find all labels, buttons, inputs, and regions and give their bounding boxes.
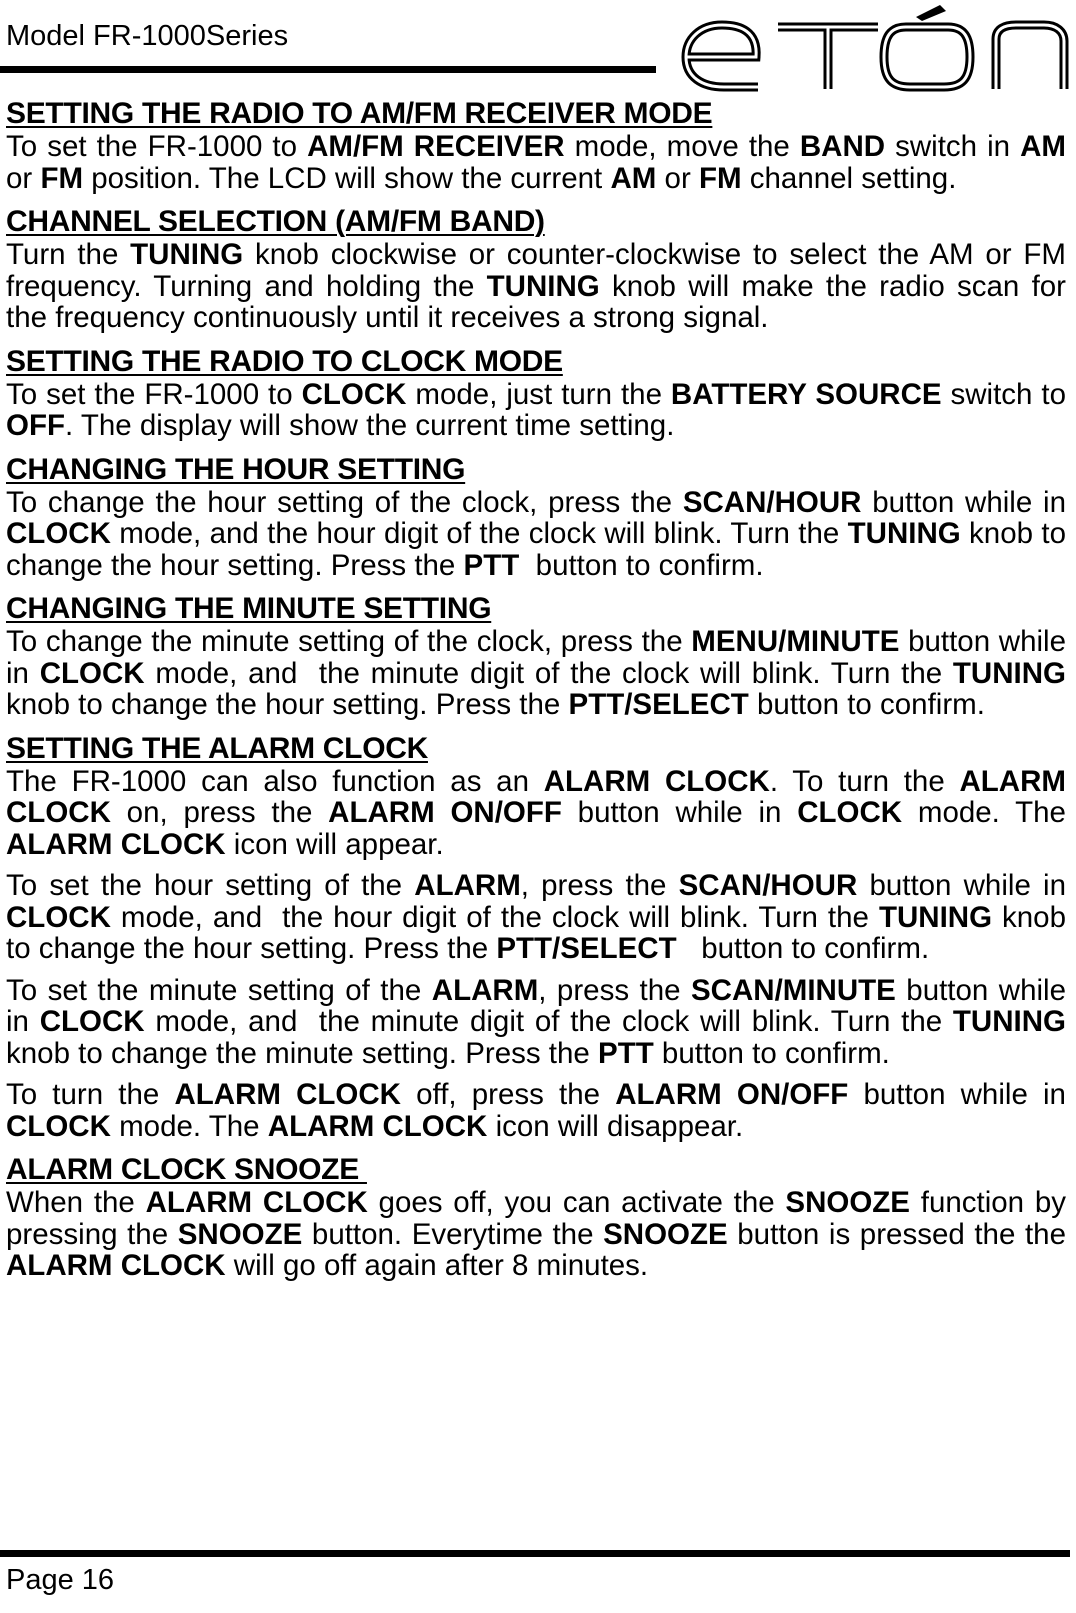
text-run: or bbox=[6, 130, 1075, 195]
text-run: button to confirm. bbox=[748, 688, 985, 721]
text-run: position. The LCD will show the current bbox=[83, 161, 611, 195]
text-run: icon will appear. bbox=[225, 827, 444, 861]
text-run: To set the hour setting of the bbox=[6, 869, 415, 902]
bold-term: AM/FM RECEIVER bbox=[307, 130, 565, 163]
text-run: will go off again after 8 minutes. bbox=[225, 1249, 649, 1282]
bold-term: SCAN/MINUTE bbox=[690, 973, 896, 1007]
text-run: When the bbox=[6, 1186, 146, 1219]
bold-term: ALARM CLOCK bbox=[6, 764, 1075, 829]
bold-term: CLOCK bbox=[39, 656, 145, 690]
text-run: button is pressed the the bbox=[727, 1217, 1075, 1251]
model-label: Model FR-1000Series bbox=[6, 20, 289, 52]
bold-term: ALARM CLOCK bbox=[543, 764, 770, 798]
bold-term: ALARM CLOCK bbox=[6, 827, 226, 861]
text-run: switch in bbox=[885, 130, 1021, 163]
text-run: button while in bbox=[857, 869, 1075, 902]
text-run: button to confirm. bbox=[519, 548, 764, 582]
bold-term: CLOCK bbox=[6, 900, 111, 934]
text-run: knob to change the minute setting. Press the bbox=[6, 1005, 1075, 1070]
bold-term: FM bbox=[40, 161, 84, 195]
text-run: To change the hour setting of the clock, press the bbox=[6, 485, 683, 519]
bold-term: SNOOZE bbox=[785, 1186, 910, 1219]
bold-term: SNOOZE bbox=[603, 1217, 728, 1251]
section-paragraph bbox=[6, 1078, 1075, 1143]
bold-term: ALARM CLOCK bbox=[267, 1109, 488, 1143]
text-run: To set the FR-1000 to bbox=[6, 377, 302, 411]
bold-term: ALARM ON/OFF bbox=[615, 1078, 849, 1111]
text-run: Turn the bbox=[6, 238, 131, 271]
text-run: To change the minute setting of the clock, press the bbox=[6, 625, 692, 658]
text-run: To set the FR-1000 to bbox=[6, 130, 308, 163]
text-run: To turn the bbox=[6, 1078, 175, 1111]
page-number: Page 16 bbox=[6, 1564, 115, 1596]
bold-term: CLOCK bbox=[797, 796, 903, 829]
text-run: , press the bbox=[520, 869, 679, 902]
bold-term: TUNING bbox=[952, 656, 1066, 690]
text-run: knob to change the hour setting. Press the bbox=[6, 900, 1075, 965]
text-run: mode. The bbox=[902, 796, 1075, 829]
text-run: button to confirm. bbox=[653, 1036, 890, 1070]
bold-term: TUNING bbox=[486, 269, 600, 303]
bold-term: TUNING bbox=[878, 900, 993, 934]
section-heading: CHANNEL SELECTION (AM/FM BAND) bbox=[6, 205, 545, 238]
section-heading: SETTING THE RADIO TO CLOCK MODE bbox=[6, 344, 563, 378]
bold-term: ALARM bbox=[431, 973, 539, 1007]
text-run: knob will make the radio scan for the frequency continuously until it receives a strong signal. bbox=[6, 269, 1075, 334]
section-heading: CHANGING THE HOUR SETTING bbox=[6, 452, 466, 486]
bold-term: ALARM CLOCK bbox=[6, 1249, 226, 1282]
eton-logo bbox=[678, 3, 1070, 93]
text-run: mode, just turn the bbox=[406, 377, 671, 411]
bold-term: BAND bbox=[799, 130, 886, 163]
text-run: button while in bbox=[561, 796, 798, 829]
bold-term: TUNING bbox=[130, 238, 244, 271]
text-run: switch to bbox=[941, 377, 1075, 411]
section-paragraph bbox=[6, 377, 1075, 442]
text-run: To set the minute setting of the bbox=[6, 973, 432, 1007]
text-run: button. Everytime the bbox=[302, 1217, 604, 1251]
text-run: off, press the bbox=[401, 1078, 616, 1111]
section-paragraph bbox=[6, 130, 1075, 195]
bold-term: OFF bbox=[6, 409, 65, 442]
text-run: button while in bbox=[6, 973, 1075, 1038]
section-paragraph bbox=[6, 973, 1075, 1070]
section-heading: ALARM CLOCK SNOOZE bbox=[6, 1153, 367, 1186]
bold-term: CLOCK bbox=[301, 377, 407, 411]
section-paragraph bbox=[6, 238, 1075, 334]
text-run: button while in bbox=[6, 625, 1075, 690]
text-run: button to confirm. bbox=[676, 932, 930, 965]
text-run: icon will disappear. bbox=[487, 1109, 744, 1143]
text-run: . To turn the bbox=[769, 764, 960, 798]
text-run: function by pressing the bbox=[6, 1186, 1075, 1251]
header-rule bbox=[0, 66, 656, 73]
text-run: goes off, you can activate the bbox=[367, 1186, 786, 1219]
section-heading: SETTING THE RADIO TO AM/FM RECEIVER MODE bbox=[6, 97, 713, 130]
text-run: mode. The bbox=[110, 1109, 268, 1143]
bold-term: ALARM CLOCK bbox=[145, 1186, 368, 1219]
text-run: mode, and the minute digit of the clock will blink. Turn the bbox=[144, 1005, 953, 1038]
text-run: mode, move the bbox=[564, 130, 800, 163]
bold-term: FM bbox=[698, 161, 742, 195]
text-run: button while in bbox=[848, 1078, 1075, 1111]
bold-term: ALARM ON/OFF bbox=[328, 796, 562, 829]
text-run: knob to change the hour setting. Press the bbox=[6, 517, 1075, 582]
text-run: or bbox=[656, 161, 699, 195]
bold-term: PTT bbox=[463, 548, 520, 582]
text-run: knob clockwise or counter-clockwise to select the AM or FM frequency. Turning and holding the bbox=[6, 238, 1075, 303]
text-run: mode, and the hour digit of the clock will blink. Turn the bbox=[110, 517, 848, 550]
text-run: mode, and the minute digit of the clock will blink. Turn the bbox=[144, 656, 953, 690]
text-run: channel setting. bbox=[741, 161, 957, 195]
bold-term: PTT/SELECT bbox=[496, 932, 677, 965]
bold-term: ALARM bbox=[414, 869, 521, 902]
text-run: . The display will show the current time setting. bbox=[65, 409, 675, 442]
manual-content bbox=[6, 96, 1075, 1292]
bold-term: PTT bbox=[598, 1036, 654, 1070]
bold-term: SCAN/HOUR bbox=[682, 485, 862, 519]
bold-term: AM bbox=[610, 161, 657, 195]
bold-term: CLOCK bbox=[39, 1005, 145, 1038]
section-paragraph bbox=[6, 1186, 1075, 1282]
section-paragraph bbox=[6, 764, 1075, 861]
text-run: mode, and the hour digit of the clock will blink. Turn the bbox=[110, 900, 879, 934]
section-paragraph bbox=[6, 625, 1075, 721]
bold-term: MENU/MINUTE bbox=[691, 625, 900, 658]
section-heading: SETTING THE ALARM CLOCK bbox=[6, 731, 428, 765]
bold-term: ALARM CLOCK bbox=[174, 1078, 401, 1111]
bold-term: BATTERY SOURCE bbox=[670, 377, 942, 411]
section-paragraph bbox=[6, 485, 1075, 582]
bold-term: CLOCK bbox=[6, 1109, 111, 1143]
bold-term: PTT/SELECT bbox=[568, 688, 749, 721]
section-heading: CHANGING THE MINUTE SETTING bbox=[6, 592, 492, 625]
text-run: , press the bbox=[538, 973, 691, 1007]
section-paragraph bbox=[6, 869, 1075, 965]
bold-term: SNOOZE bbox=[177, 1217, 303, 1251]
text-run: The FR-1000 can also function as an bbox=[6, 764, 544, 798]
bold-term: AM bbox=[1020, 130, 1067, 163]
bold-term: TUNING bbox=[952, 1005, 1066, 1038]
footer-rule bbox=[0, 1550, 1070, 1557]
bold-term: TUNING bbox=[847, 517, 961, 550]
text-run: button while in bbox=[861, 485, 1075, 519]
bold-term: CLOCK bbox=[6, 517, 111, 550]
text-run: on, press the bbox=[110, 796, 329, 829]
text-run: knob to change the hour setting. Press the bbox=[6, 656, 1075, 721]
bold-term: SCAN/HOUR bbox=[678, 869, 858, 902]
